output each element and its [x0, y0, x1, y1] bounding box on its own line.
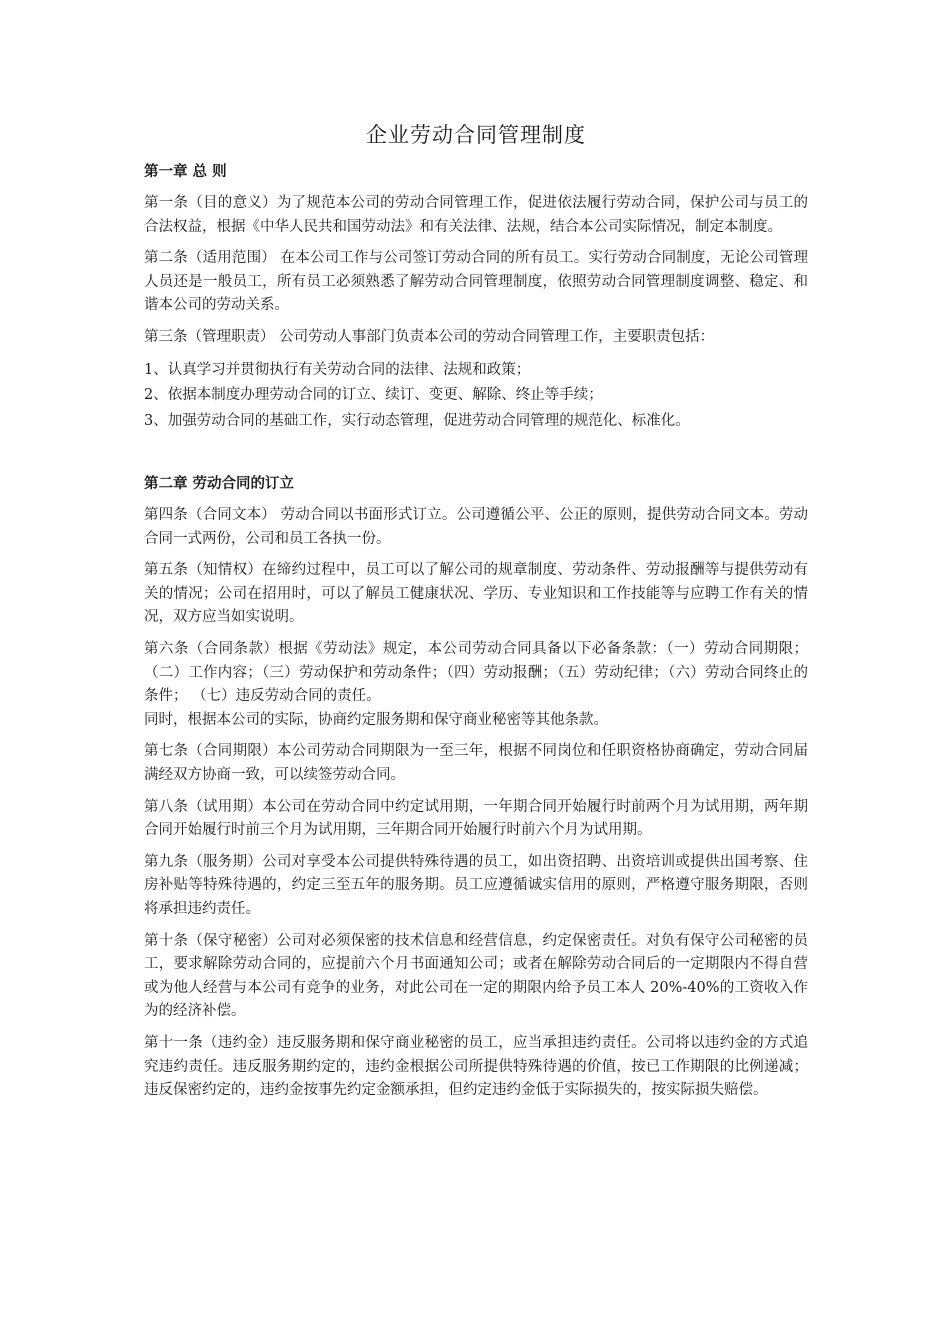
duty-item-2: 2、依据本制度办理劳动合同的订立、续订、变更、解除、终止等手续； — [144, 387, 603, 404]
article-6: 第六条（合同条款）根据《劳动法》规定，本公司劳动合同具备以下必备条款：（一）劳动合同期限；（二）工作内容；（三）劳动保护和劳动条件；（四）劳动报酬；（五）劳动纪律；（六）劳动合同终止的条件； （七）违反劳动合同的责任。 — [144, 641, 808, 705]
article-5: 第五条（知情权）在缔约过程中，员工可以了解公司的规章制度、劳动条件、劳动报酬等与提供劳动有关的情况；公司在招用时，可以了解员工健康状况、学历、专业知识和工作技能等与应聘工作有关的情况，双方应当如实说明。 — [144, 562, 808, 626]
duties-list — [144, 358, 808, 435]
article-10: 第十条（保守秘密）公司对必须保密的技术信息和经营信息，约定保密责任。对负有保守公司秘密的员工，要求解除劳动合同的，应提前六个月书面通知公司；或者在解除劳动合同后的一定期限内不得自营或为他人经营与本公司有竞争的业务，对此公司在一定的期限内给予员工本人 20%-40%的工资收入作为的经济补偿。 — [144, 932, 808, 1020]
chapter-2-heading: 第二章 劳动合同的订立 — [144, 476, 295, 493]
article-6-supplement: 同时，根据本公司的实际，协商约定服务期和保守商业秘密等其他条款。 — [144, 711, 608, 728]
duty-item-3: 3、加强劳动合同的基础工作，实行动态管理，促进劳动合同管理的规范化、标准化。 — [144, 412, 690, 429]
article-4: 第四条（合同文本） 劳动合同以书面形式订立。公司遵循公平、公正的原则，提供劳动合同文本。劳动合同一式两份，公司和员工各执一份。 — [144, 507, 808, 547]
section-spacer — [144, 442, 808, 472]
article-9: 第九条（服务期）公司对享受本公司提供特殊待遇的员工，如出资招聘、出资培训或提供出国考察、住房补贴等特殊待遇的，约定三至五年的服务期。员工应遵循诚实信用的原则，严格遵守服务期限，否则将承担违约责任。 — [144, 853, 808, 917]
article-11: 第十一条（违约金）违反服务期和保守商业秘密的员工，应当承担违约责任。公司将以违约金的方式追究违约责任。违反服务期约定的，违约金根据公司所提供特殊待遇的价值，按已工作期限的比例递减；违反保密约定的，违约金按事先约定金额承担，但约定违约金低于实际损失的，按实际损失赔偿。 — [144, 1034, 808, 1099]
article-8: 第八条（试用期）本公司在劳动合同中约定试用期，一年期合同开始履行时前两个月为试用期，两年期合同开始履行时前三个月为试用期，三年期合同开始履行时前六个月为试用期。 — [144, 798, 808, 839]
document-page — [144, 118, 808, 1111]
article-2: 第二条（适用范围） 在本公司工作与公司签订劳动合同的所有员工。实行劳动合同制度，无论公司管理人员还是一般员工，所有员工必须熟悉了解劳动合同管理制度，依照劳动合同管理制度调整、稳定、和谐本公司的劳动关系。 — [144, 250, 808, 314]
document-title: 企业劳动合同管理制度 — [366, 123, 586, 147]
article-3: 第三条（管理职责） 公司劳动人事部门负责本公司的劳动合同管理工作，主要职责包括： — [144, 328, 715, 345]
article-7: 第七条（合同期限）本公司劳动合同期限为一至三年，根据不同岗位和任职资格协商确定，劳动合同届满经双方协商一致，可以续签劳动合同。 — [144, 743, 808, 783]
chapter-1-heading: 第一章 总 则 — [144, 164, 227, 180]
article-1: 第一条（目的意义）为了规范本公司的劳动合同管理工作，促进依法履行劳动合同，保护公司与员工的合法权益，根据《中华人民共和国劳动法》和有关法律、法规，结合本公司实际情况，制定本制度。 — [144, 195, 808, 235]
duty-item-1: 1、认真学习并贯彻执行有关劳动合同的法律、法规和政策； — [144, 361, 531, 378]
